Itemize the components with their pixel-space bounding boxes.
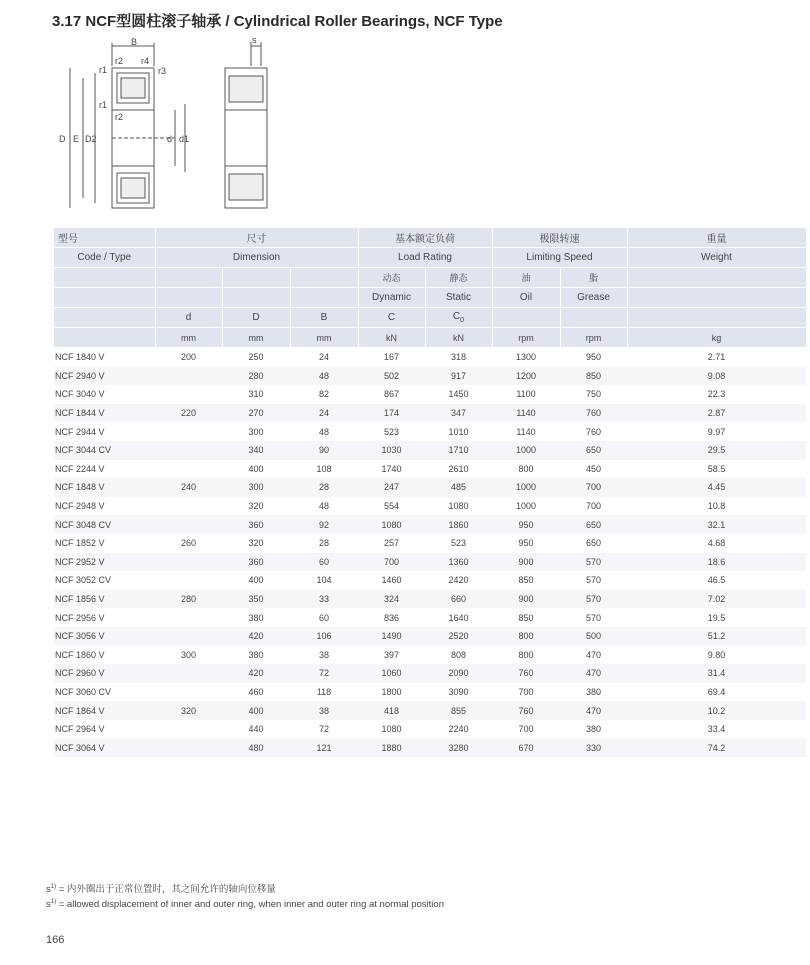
- label-d: d: [167, 134, 173, 144]
- cell-weight: 9.80: [707, 649, 726, 660]
- table-row: [54, 646, 806, 665]
- label-r4: r4: [141, 56, 150, 66]
- cell-B: 28: [290, 478, 358, 497]
- table-row: [54, 367, 806, 386]
- cell-weight: 9.08: [627, 367, 806, 386]
- cell-D: 280: [222, 367, 290, 386]
- cell-D: 320: [248, 538, 264, 549]
- cell-code: NCF 2952 V: [54, 553, 155, 572]
- footnote-zh-sup: 1): [50, 883, 57, 890]
- footnote-en-sup: 1): [50, 899, 57, 905]
- header-grease-en: Grease: [560, 288, 627, 308]
- table-row: [54, 701, 806, 720]
- table-row: [54, 571, 806, 590]
- cell-oil: 800: [518, 649, 534, 660]
- cell-weight: 7.02: [627, 590, 806, 609]
- cell-code: NCF 3052 CV: [55, 575, 112, 586]
- header-blank: [290, 268, 358, 288]
- cell-C0: 2090: [425, 664, 492, 683]
- symbol-C0-base: C: [452, 311, 461, 322]
- cell-grease: 850: [560, 367, 627, 386]
- cell-oil: 850: [518, 612, 534, 623]
- cell-oil: 700: [518, 724, 534, 735]
- cell-C: 1490: [358, 627, 425, 646]
- cell-C0: 917: [425, 367, 492, 386]
- header-speed-zh: 极限转速: [492, 228, 627, 248]
- cell-C: 1740: [381, 463, 402, 474]
- cell-grease: 700: [560, 478, 627, 497]
- label-D2: D2: [85, 134, 97, 144]
- cell-weight: 22.3: [707, 389, 726, 400]
- cell-d: 260: [180, 538, 197, 549]
- label-s: s: [252, 38, 257, 45]
- cell-D: 360: [222, 553, 290, 572]
- header-blank: [155, 268, 222, 288]
- header-dimension-en: Dimension: [155, 248, 358, 268]
- cell-oil: 760: [492, 664, 560, 683]
- cell-B: 72: [318, 724, 329, 735]
- cell-d: [155, 385, 222, 404]
- table-row: [54, 664, 806, 683]
- cell-C: 257: [383, 538, 400, 549]
- table-row: [54, 422, 806, 441]
- cell-grease: 570: [585, 612, 602, 623]
- header-blank: [222, 288, 290, 308]
- cell-D: 310: [248, 389, 264, 400]
- footnote-zh: [46, 881, 276, 895]
- cell-weight: 33.4: [707, 724, 726, 735]
- cell-grease: 330: [560, 738, 627, 757]
- cell-d: 300: [180, 649, 197, 660]
- cell-B: 60: [318, 612, 329, 623]
- cell-B: 33: [290, 590, 358, 609]
- cell-code: NCF 2244 V: [55, 463, 105, 474]
- cell-C0: 2520: [425, 627, 492, 646]
- cell-C: 1080: [381, 724, 402, 735]
- cell-B: 24: [290, 404, 358, 423]
- symbol-C0-sub: 0: [460, 317, 465, 324]
- header-grease-zh: 脂: [560, 268, 627, 288]
- cell-d: [155, 515, 222, 534]
- cell-oil: 800: [518, 463, 534, 474]
- cell-weight: 74.2: [627, 738, 806, 757]
- cell-weight: 9.97: [707, 426, 726, 437]
- cell-C: 418: [358, 701, 425, 720]
- cell-grease: 750: [585, 389, 602, 400]
- cell-C0: 855: [425, 701, 492, 720]
- cell-weight: 69.4: [707, 686, 726, 697]
- header-blank: [54, 288, 155, 308]
- cell-D: 400: [222, 701, 290, 720]
- header-weight-en: Weight: [627, 248, 806, 268]
- cell-D: 300: [222, 478, 290, 497]
- cell-B: 48: [318, 426, 329, 437]
- cell-D: 340: [222, 441, 290, 460]
- cell-code: NCF 1860 V: [55, 649, 105, 660]
- cell-d: 240: [155, 478, 222, 497]
- cell-grease: 650: [560, 441, 627, 460]
- cell-C0: 2240: [448, 724, 469, 735]
- cell-oil: 1300: [515, 352, 537, 363]
- cell-code: NCF 2956 V: [55, 612, 105, 623]
- cell-C: 1060: [358, 664, 425, 683]
- header-blank: [627, 308, 806, 328]
- header-dimension-zh: 尺寸: [155, 228, 358, 248]
- cell-code: NCF 1852 V: [55, 538, 105, 549]
- table-row: [54, 385, 806, 404]
- cell-weight: 4.45: [627, 478, 806, 497]
- header-dynamic-en: Dynamic: [358, 288, 425, 308]
- cell-D: 380: [248, 649, 264, 660]
- cell-C: 324: [358, 590, 425, 609]
- cell-weight: 32.1: [627, 515, 806, 534]
- cell-grease: 470: [585, 649, 602, 660]
- header-blank: [222, 268, 290, 288]
- header-speed-en: Limiting Speed: [492, 248, 627, 268]
- header-blank: [560, 308, 627, 328]
- cell-D: 440: [248, 724, 264, 735]
- cell-grease: 760: [585, 426, 602, 437]
- footnote-en-text: = allowed displacement of inner and outer ring, when inner and outer ring at normal position: [58, 899, 444, 911]
- cell-code: NCF 1864 V: [54, 701, 155, 720]
- header-static-zh: 静态: [425, 268, 492, 288]
- cell-weight: 2.87: [627, 404, 806, 423]
- table-row: [54, 460, 806, 479]
- unit-B: mm: [290, 328, 358, 348]
- label-E: E: [73, 134, 80, 144]
- cell-weight: 31.4: [627, 664, 806, 683]
- cell-C0: 3280: [425, 738, 492, 757]
- cell-code: NCF 1840 V: [55, 352, 105, 363]
- cell-D: 320: [248, 501, 264, 512]
- cell-oil: 950: [492, 515, 560, 534]
- header-code-en: Code / Type: [54, 248, 155, 268]
- cell-weight: 2.71: [707, 352, 726, 363]
- cell-B: 104: [316, 575, 332, 586]
- cell-C0: 1010: [448, 426, 469, 437]
- cell-weight: 4.68: [707, 538, 726, 549]
- cell-C: 174: [358, 404, 425, 423]
- cell-weight: 18.6: [627, 553, 806, 572]
- cell-C0: 1640: [448, 612, 469, 623]
- cell-C: 1880: [358, 738, 425, 757]
- cell-d: [155, 738, 222, 757]
- cell-B: 118: [316, 686, 332, 697]
- cell-d: [155, 367, 222, 386]
- unit-d: mm: [155, 328, 222, 348]
- table-row: [54, 683, 806, 702]
- cell-d: [155, 497, 222, 516]
- cell-weight: 19.5: [707, 612, 726, 623]
- cell-grease: 380: [585, 686, 602, 697]
- cell-B: 90: [290, 441, 358, 460]
- spec-table-body: [54, 348, 806, 758]
- cell-d: [155, 627, 222, 646]
- cell-grease: 650: [560, 515, 627, 534]
- cell-code: NCF 2948 V: [55, 501, 105, 512]
- cell-d: [155, 683, 222, 702]
- cell-code: NCF 3040 V: [55, 389, 105, 400]
- cell-d: [155, 664, 222, 683]
- footnote-en-symbol: s: [46, 899, 51, 911]
- cell-d: 220: [155, 404, 222, 423]
- cell-weight: 51.2: [627, 627, 806, 646]
- cell-C0: 485: [425, 478, 492, 497]
- symbol-B: B: [290, 308, 358, 328]
- cell-C: 554: [383, 501, 400, 512]
- cell-C0: 808: [450, 649, 467, 660]
- table-row: [54, 348, 806, 367]
- cell-code: NCF 2944 V: [55, 426, 105, 437]
- cell-oil: 850: [518, 575, 534, 586]
- cell-d: 320: [155, 701, 222, 720]
- table-row: [54, 590, 806, 609]
- cell-B: 92: [290, 515, 358, 534]
- cell-B: 121: [290, 738, 358, 757]
- cell-d: 200: [180, 352, 197, 363]
- cell-grease: 570: [560, 553, 627, 572]
- table-row: [54, 627, 806, 646]
- cell-oil: 1200: [492, 367, 560, 386]
- cell-oil: 1140: [516, 426, 536, 437]
- cell-code: NCF 3048 CV: [54, 515, 155, 534]
- cell-oil: 1000: [492, 478, 560, 497]
- cell-grease: 650: [585, 538, 602, 549]
- label-r1-lower: r1: [99, 100, 108, 110]
- table-row: [54, 497, 806, 516]
- cell-C0: 347: [425, 404, 492, 423]
- cell-grease: 700: [585, 501, 602, 512]
- table-row: [54, 534, 806, 553]
- cell-C0: 3090: [448, 686, 469, 697]
- cell-B: 82: [318, 389, 329, 400]
- bearing-spec-table: [54, 228, 807, 757]
- header-blank: [627, 288, 806, 308]
- cell-oil: 800: [492, 627, 560, 646]
- cell-D: 480: [222, 738, 290, 757]
- cell-B: 38: [318, 649, 329, 660]
- cell-C0: 1860: [425, 515, 492, 534]
- table-row: [54, 515, 806, 534]
- cell-weight: 10.2: [627, 701, 806, 720]
- header-blank: [492, 308, 560, 328]
- table-row: [54, 404, 806, 423]
- table-row: [54, 738, 806, 757]
- cell-d: [155, 720, 222, 739]
- cell-code: NCF 1844 V: [54, 404, 155, 423]
- cell-C0: 1450: [448, 389, 469, 400]
- cell-D: 400: [248, 575, 264, 586]
- cell-C0: 318: [450, 352, 467, 363]
- header-blank: [290, 288, 358, 308]
- cell-weight: 46.5: [707, 575, 726, 586]
- table-row: [54, 720, 806, 739]
- cell-grease: 380: [585, 724, 602, 735]
- cell-oil: 760: [492, 701, 560, 720]
- table-row: [54, 441, 806, 460]
- cell-C: 502: [358, 367, 425, 386]
- footnote-zh-symbol: s: [46, 884, 51, 895]
- unit-C0: kN: [425, 328, 492, 348]
- cell-C: 1030: [358, 441, 425, 460]
- header-load-en: Load Rating: [358, 248, 492, 268]
- page-number: 166: [46, 934, 65, 946]
- bearing-cross-section-diagram: [55, 38, 305, 218]
- cell-B: 28: [318, 538, 329, 549]
- cell-grease: 570: [560, 590, 627, 609]
- cell-d: [155, 553, 222, 572]
- cell-C0: 1080: [448, 501, 469, 512]
- cell-oil: 1000: [515, 501, 537, 512]
- footnote-zh-text: = 内外圈出于正常位置时，其之间允许的轴向位移量: [58, 884, 276, 895]
- cell-C: 836: [383, 612, 400, 623]
- label-B: B: [131, 38, 138, 47]
- label-D: D: [59, 134, 66, 144]
- cell-weight: 58.5: [707, 463, 726, 474]
- unit-D: mm: [222, 328, 290, 348]
- cell-C: 700: [358, 553, 425, 572]
- cell-oil: 1000: [492, 441, 560, 460]
- header-blank: [54, 268, 155, 288]
- cell-B: 48: [290, 367, 358, 386]
- label-r1: r1: [99, 65, 108, 75]
- header-weight-zh: 重量: [627, 228, 806, 248]
- footnote-en: [46, 899, 444, 910]
- cell-weight: 29.5: [627, 441, 806, 460]
- label-r2-lower: r2: [115, 112, 124, 122]
- cell-C: 1800: [381, 686, 402, 697]
- cell-oil: 950: [518, 538, 534, 549]
- cell-code: NCF 1848 V: [54, 478, 155, 497]
- cell-grease: 950: [585, 352, 602, 363]
- cell-d: [155, 441, 222, 460]
- cell-D: 360: [222, 515, 290, 534]
- symbol-D: D: [222, 308, 290, 328]
- header-blank: [54, 308, 155, 328]
- cell-D: 420: [222, 664, 290, 683]
- cell-C: 167: [383, 352, 400, 363]
- header-oil-zh: 油: [492, 268, 560, 288]
- cell-D: 270: [222, 404, 290, 423]
- cell-C0: 660: [425, 590, 492, 609]
- cell-code: NCF 3060 CV: [55, 686, 112, 697]
- page-title: 3.17 NCF型圆柱滚子轴承 / Cylindrical Roller Bearings, NCF Type: [52, 13, 503, 30]
- cell-D: 460: [248, 686, 264, 697]
- cell-B: 48: [318, 501, 329, 512]
- header-dynamic-zh: 动态: [358, 268, 425, 288]
- cell-C0: 2420: [448, 575, 469, 586]
- cell-C0: 2610: [448, 463, 469, 474]
- cell-B: 72: [290, 664, 358, 683]
- cell-D: 250: [248, 352, 264, 363]
- cell-D: 350: [222, 590, 290, 609]
- cell-C: 867: [383, 389, 400, 400]
- cell-d: [155, 422, 222, 441]
- cell-C: 523: [383, 426, 400, 437]
- cell-grease: 470: [560, 664, 627, 683]
- cell-D: 300: [248, 426, 264, 437]
- cell-code: NCF 2960 V: [54, 664, 155, 683]
- cell-grease: 470: [560, 701, 627, 720]
- unit-C: kN: [358, 328, 425, 348]
- cell-weight: 10.8: [707, 501, 726, 512]
- symbol-d: d: [155, 308, 222, 328]
- cell-d: 280: [155, 590, 222, 609]
- unit-oil: rpm: [492, 328, 560, 348]
- unit-weight: kg: [627, 328, 806, 348]
- cell-code: NCF 2940 V: [54, 367, 155, 386]
- header-load-zh: 基本额定负荷: [358, 228, 492, 248]
- header-oil-en: Oil: [492, 288, 560, 308]
- cell-grease: 500: [560, 627, 627, 646]
- header-static-en: Static: [425, 288, 492, 308]
- cell-d: [155, 571, 222, 590]
- cell-D: 400: [248, 463, 264, 474]
- cell-B: 108: [316, 463, 332, 474]
- cell-C: 247: [358, 478, 425, 497]
- cell-grease: 570: [585, 575, 602, 586]
- header-blank: [627, 268, 806, 288]
- label-r3: r3: [158, 66, 167, 76]
- cell-D: 380: [248, 612, 264, 623]
- cell-C: 397: [383, 649, 400, 660]
- label-r2: r2: [115, 56, 124, 66]
- cell-oil: 900: [492, 590, 560, 609]
- cell-oil: 1100: [516, 389, 536, 400]
- cell-oil: 900: [492, 553, 560, 572]
- symbol-C0: [425, 308, 492, 328]
- cell-D: 420: [222, 627, 290, 646]
- label-d1: d1: [179, 134, 190, 144]
- cell-d: [155, 608, 222, 627]
- cell-B: 106: [290, 627, 358, 646]
- cell-B: 60: [290, 553, 358, 572]
- header-blank: [155, 288, 222, 308]
- header-code-zh: 型号: [54, 228, 155, 248]
- cell-code: NCF 3056 V: [54, 627, 155, 646]
- cell-B: 38: [290, 701, 358, 720]
- cell-C: 1460: [381, 575, 402, 586]
- cell-oil: 1140: [492, 404, 560, 423]
- cell-C0: 1710: [425, 441, 492, 460]
- table-row: [54, 478, 806, 497]
- header-blank: [54, 328, 155, 348]
- cell-oil: 700: [518, 686, 534, 697]
- cell-C: 1080: [358, 515, 425, 534]
- cell-d: [155, 460, 222, 479]
- unit-grease: rpm: [560, 328, 627, 348]
- cell-code: NCF 2964 V: [55, 724, 105, 735]
- cell-C0: 1360: [425, 553, 492, 572]
- cell-grease: 450: [585, 463, 602, 474]
- symbol-C: C: [358, 308, 425, 328]
- cell-code: NCF 3064 V: [54, 738, 155, 757]
- table-row: [54, 553, 806, 572]
- cell-code: NCF 1856 V: [54, 590, 155, 609]
- cell-grease: 760: [560, 404, 627, 423]
- cell-oil: 670: [492, 738, 560, 757]
- cell-B: 24: [318, 352, 329, 363]
- table-row: [54, 608, 806, 627]
- cell-code: NCF 3044 CV: [54, 441, 155, 460]
- cell-C0: 523: [450, 538, 467, 549]
